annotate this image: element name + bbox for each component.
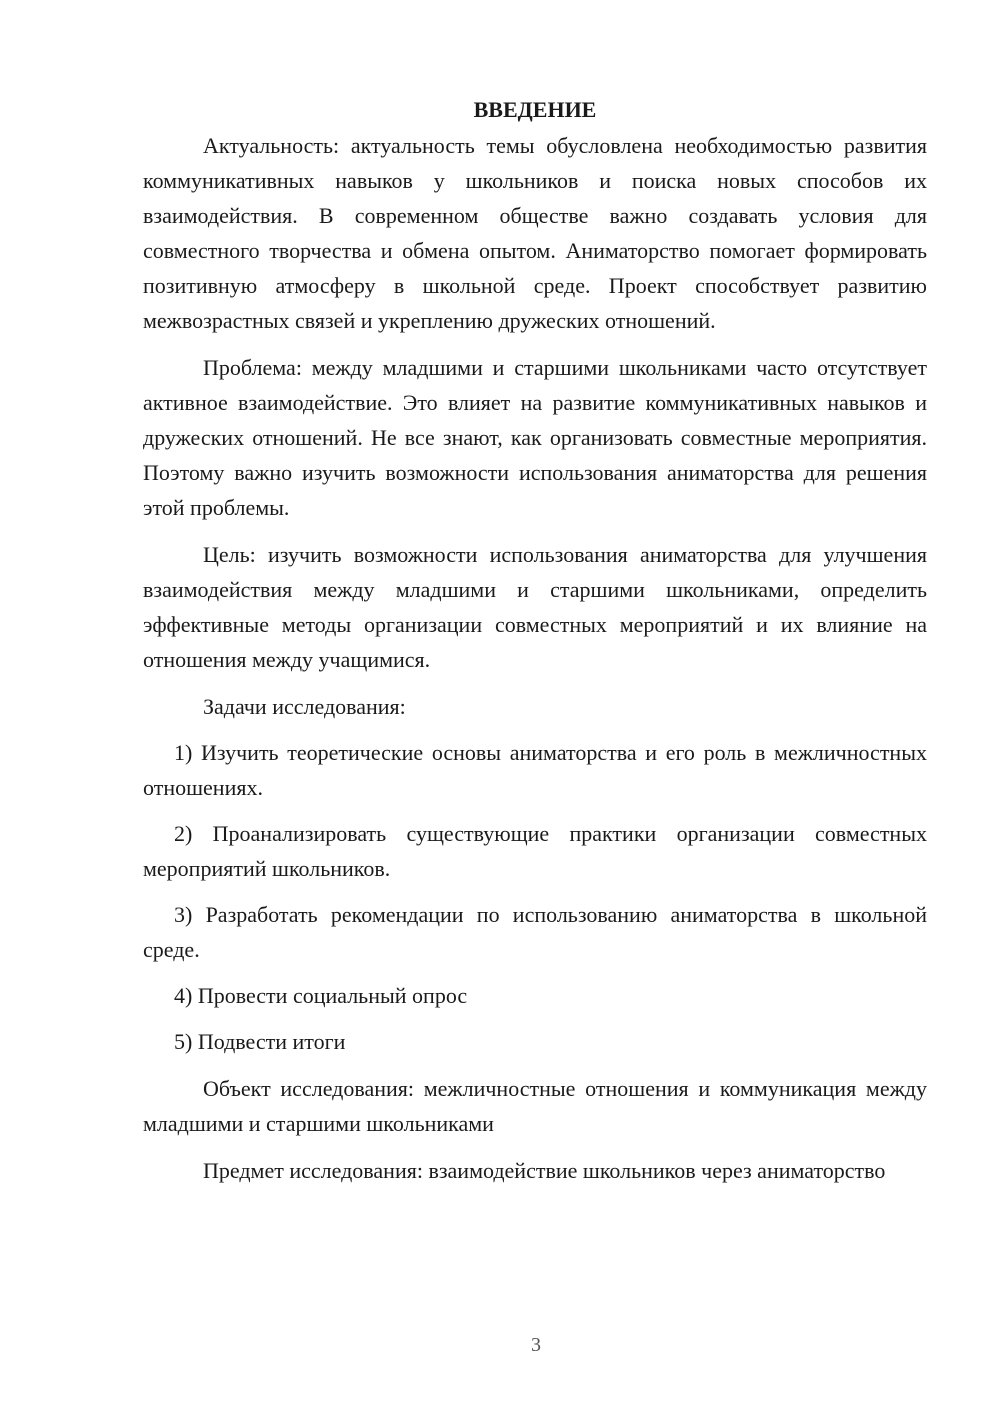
problem-paragraph: Проблема: между младшими и старшими школьниками часто отсутствует активное взаимодействие. Это влияет на развитие коммуникативных навыков и дружеских отношений. Не все знают, как организовать совместные мероприятия. Поэтому важно изучить возможности использования аниматорства для решения этой проблемы. bbox=[143, 355, 927, 520]
tasks-heading: Задачи исследования: bbox=[203, 694, 406, 719]
object-paragraph: Объект исследования: межличностные отношения и коммуникация между младшими и старшими школьниками bbox=[143, 1076, 927, 1136]
relevance-paragraph: Актуальность: актуальность темы обусловлена необходимостью развития коммуникативных навыков у школьников и поиска новых способов их взаимодействия. В современном обществе важно создавать условия для совместного творчества и обмена опытом. Аниматорство помогает формировать позитивную атмосферу в школьной среде. Проект способствует развитию межвозрастных связей и укреплению дружеских отношений. bbox=[143, 133, 927, 333]
section-heading: ВВЕДЕНИЕ bbox=[473, 97, 597, 122]
task-item: 1) Изучить теоретические основы аниматорства и его роль в межличностных отношениях. bbox=[143, 740, 927, 800]
task-item: 3) Разработать рекомендации по использованию аниматорства в школьной среде. bbox=[143, 902, 927, 962]
goal-paragraph: Цель: изучить возможности использования аниматорства для улучшения взаимодействия между младшими и старшими школьниками, определить эффективные методы организации совместных мероприятий и их влияние на отношения между учащимися. bbox=[143, 542, 927, 672]
tasks-list bbox=[143, 735, 927, 1059]
task-item: 5) Подвести итоги bbox=[174, 1029, 346, 1054]
page-number: 3 bbox=[531, 1334, 541, 1356]
task-item: 4) Провести социальный опрос bbox=[174, 983, 468, 1008]
document-page bbox=[143, 92, 927, 1188]
task-item: 2) Проанализировать существующие практики организации совместных мероприятий школьников. bbox=[143, 821, 927, 881]
subject-paragraph: Предмет исследования: взаимодействие школьников через аниматорство bbox=[203, 1158, 886, 1183]
